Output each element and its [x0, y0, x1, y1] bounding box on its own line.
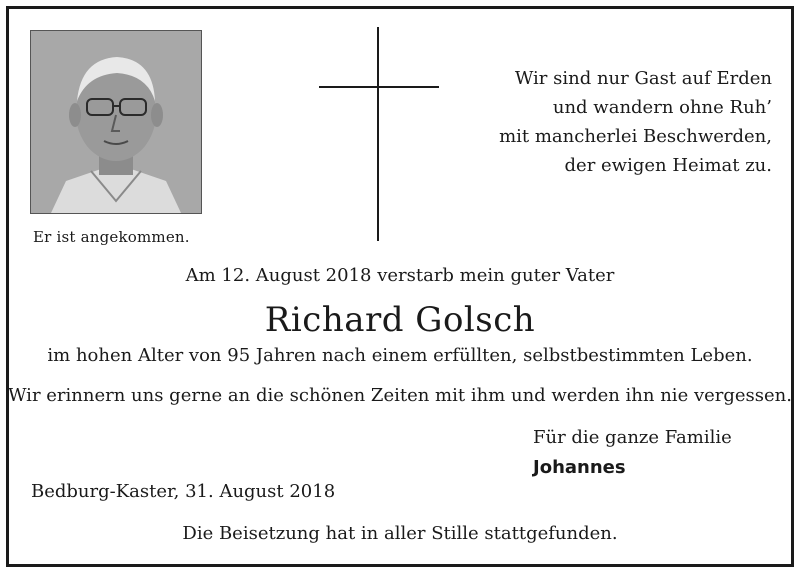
- memory-statement: Wir erinnern uns gerne an die schönen Zeiten mit ihm und werden ihn nie vergessen.: [8, 385, 792, 406]
- portrait-photo: [30, 30, 202, 214]
- family-signature: [533, 423, 732, 483]
- poem-line: Wir sind nur Gast auf Erden: [514, 68, 772, 89]
- place-and-date: Bedburg-Kaster, 31. August 2018: [31, 481, 336, 502]
- portrait-image: [31, 31, 201, 213]
- burial-notice: Die Beisetzung hat in aller Stille stattgefunden.: [182, 523, 618, 544]
- deceased-name: Richard Golsch: [264, 300, 536, 340]
- poem-line: mit mancherlei Beschwerden,: [499, 126, 772, 147]
- cross-vertical-bar: [377, 27, 379, 241]
- cross-horizontal-bar: [319, 86, 439, 88]
- age-statement: im hohen Alter von 95 Jahren nach einem erfüllten, selbstbestimmten Leben.: [47, 345, 753, 366]
- family-label: Für die ganze Familie: [533, 427, 732, 448]
- photo-caption: Er ist angekommen.: [33, 228, 190, 246]
- death-announcement: Am 12. August 2018 verstarb mein guter Vater: [185, 265, 615, 286]
- poem-line: und wandern ohne Ruh’: [552, 97, 772, 118]
- poem: [499, 64, 772, 180]
- poem-line: der ewigen Heimat zu.: [564, 155, 772, 176]
- signer-name: Johannes: [533, 457, 626, 478]
